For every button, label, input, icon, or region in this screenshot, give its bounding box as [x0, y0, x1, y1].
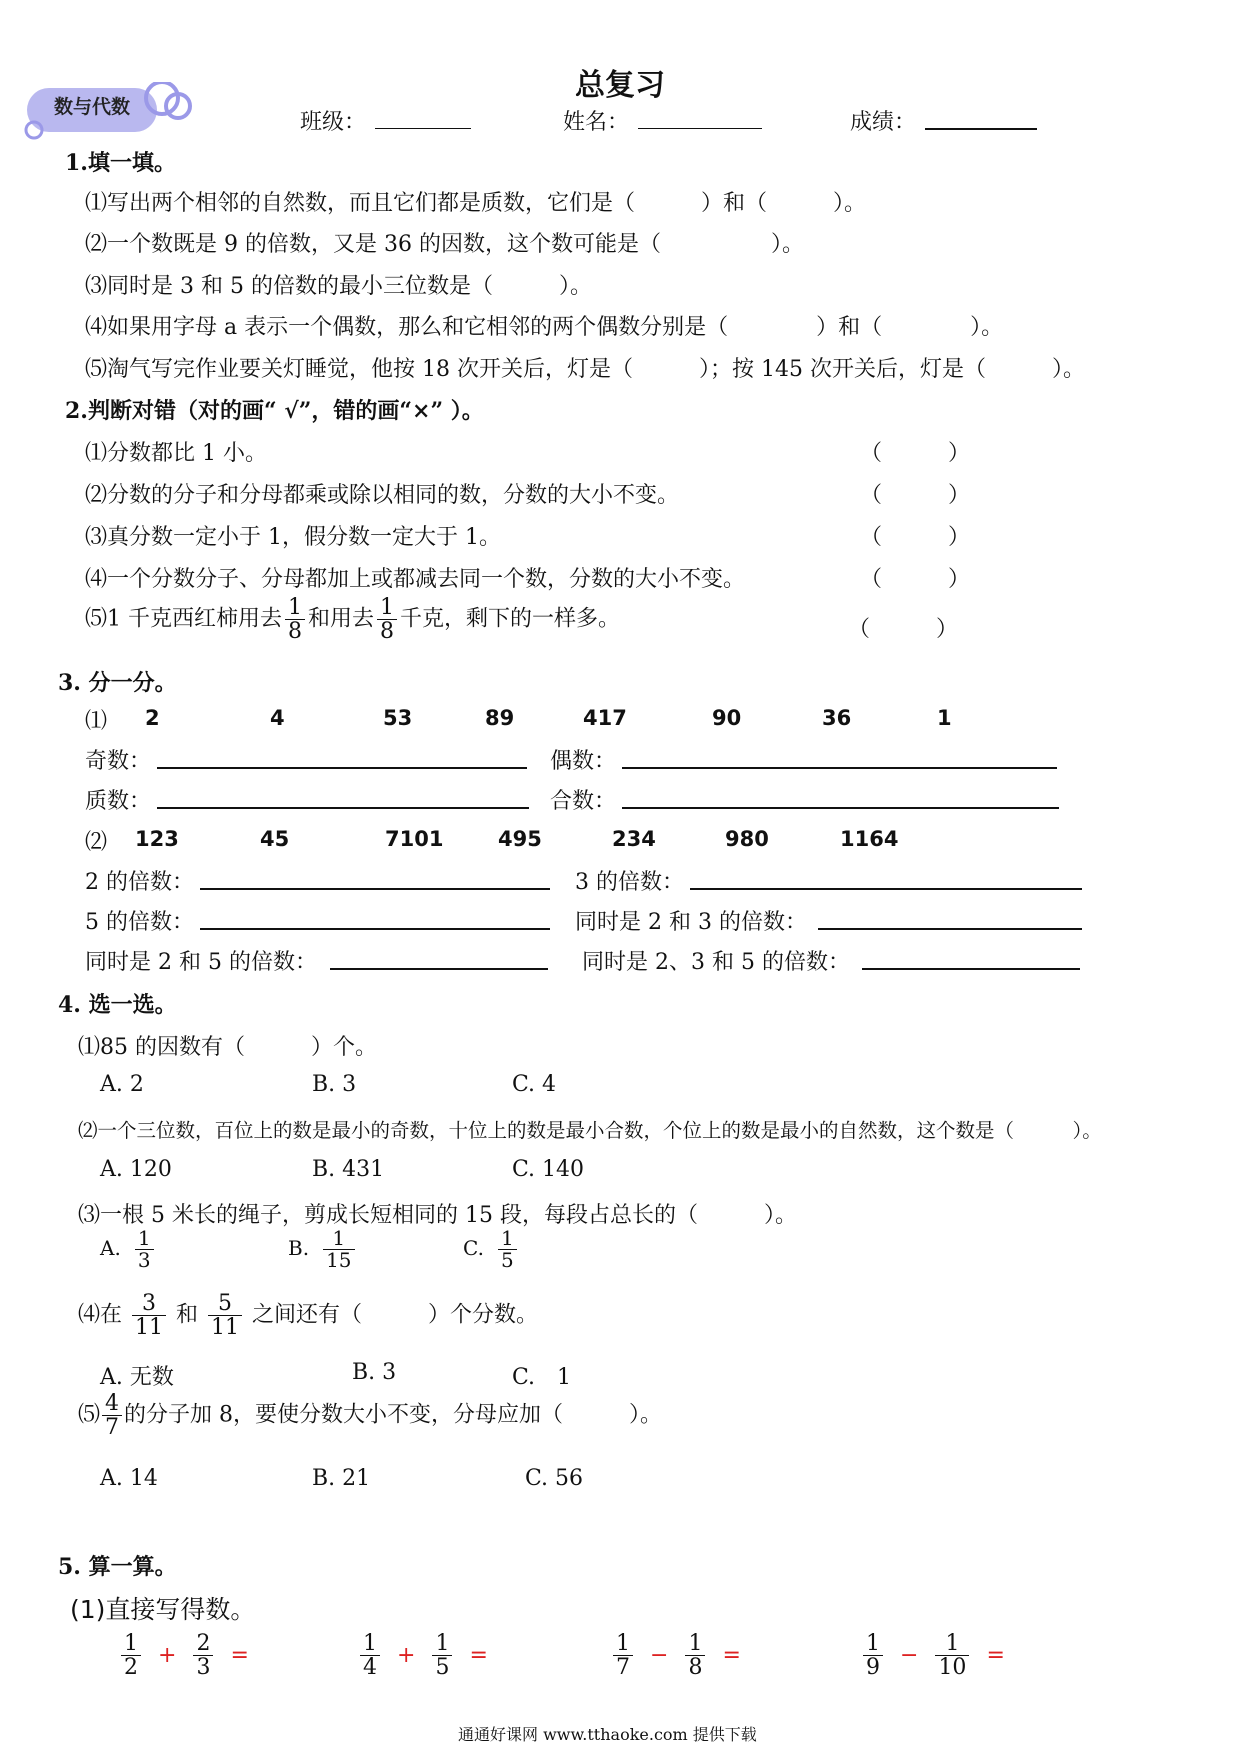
fraction: $\frac{3}{11}$	[132, 1292, 166, 1339]
score-label: 成绩：	[850, 110, 917, 135]
calc-expression	[357, 1632, 502, 1679]
s1-question-4: ⑷如果用字母 a 表示一个偶数，那么和它相邻的两个偶数分别是（ ）和（ ）。	[85, 315, 1004, 340]
number-item: 1164	[840, 827, 899, 851]
s2-answer-5[interactable]: （ ）	[848, 617, 959, 642]
s2-answer-1[interactable]: （ ）	[860, 441, 971, 466]
even-answer-line[interactable]	[622, 767, 1057, 769]
section-5-heading: 5. 算一算。	[58, 1554, 177, 1580]
number-item: 980	[725, 827, 769, 851]
mult-3-answer-line[interactable]	[690, 888, 1082, 890]
s2-question-2: ⑵分数的分子和分母都乘或除以相同的数，分数的大小不变。	[85, 483, 680, 508]
mult-3-label: 3 的倍数：	[575, 870, 684, 895]
s4-question-3: ⑶一根 5 米长的绳子，剪成长短相同的 15 段，每段占总长的（ ）。	[78, 1203, 797, 1228]
fraction: $\frac{1}{4}$	[360, 1632, 380, 1679]
s2-question-3: ⑶真分数一定小于 1，假分数一定大于 1。	[85, 525, 501, 550]
fraction: $\frac{1}{5}$	[432, 1632, 452, 1679]
number-item: 2	[145, 706, 160, 730]
mult-2-label: 2 的倍数：	[85, 870, 194, 895]
badge-label: 数与代数	[54, 96, 131, 118]
s2-question-1: ⑴分数都比 1 小。	[85, 441, 267, 466]
operator: −	[650, 1642, 669, 1668]
s4-q2-option-a[interactable]: A. 120	[100, 1157, 172, 1182]
number-item: 89	[485, 706, 515, 730]
number-item: 417	[583, 706, 627, 730]
composite-label: 合数：	[550, 789, 617, 814]
calc-expression	[610, 1632, 755, 1679]
s3-part-1-label: ⑴	[85, 709, 108, 734]
fraction: $\frac{1}{10}$	[935, 1632, 969, 1679]
fraction: $\frac{1}{15}$	[323, 1228, 354, 1271]
fraction: $\frac{1}{9}$	[863, 1632, 883, 1679]
s2-question-5	[85, 596, 620, 643]
mult-5-label: 5 的倍数：	[85, 910, 194, 935]
section-2-heading: 2.判断对错（对的画“ √”，错的画“×” ）。	[65, 398, 484, 424]
s2-q5-text-a: ⑸1 千克西红柿用去	[85, 606, 282, 632]
equals-sign: =	[986, 1642, 1005, 1668]
mult-5-answer-line[interactable]	[200, 928, 550, 930]
name-label: 姓名：	[563, 110, 630, 135]
fraction: $\frac{5}{11}$	[208, 1292, 242, 1339]
fraction: $\frac{1}{8}$	[685, 1632, 705, 1679]
number-item: 7101	[385, 827, 444, 851]
s4-q3-option-c[interactable]: C. $\frac{1}{5}$	[463, 1228, 520, 1271]
equals-sign: =	[722, 1642, 741, 1668]
section-3-heading: 3. 分一分。	[58, 670, 177, 696]
s2-question-4: ⑷一个分数分子、分母都加上或都减去同一个数，分数的大小不变。	[85, 567, 746, 592]
s4-question-1: ⑴85 的因数有（ ）个。	[78, 1035, 377, 1060]
number-item: 123	[135, 827, 179, 851]
mult-2-3-5-label: 同时是 2、3 和 5 的倍数：	[582, 950, 850, 975]
mult-2-3-label: 同时是 2 和 3 的倍数：	[575, 910, 807, 935]
s1-question-2: ⑵一个数既是 9 的倍数，又是 36 的因数，这个数可能是（ ）。	[85, 232, 804, 257]
s4-question-2: ⑵一个三位数，百位上的数是最小的奇数，十位上的数是最小合数，个位上的数是最小的自然数，这个数是（ ）。	[78, 1119, 1102, 1142]
s2-q5-text-b: 和用去	[308, 606, 375, 632]
fraction: $\frac{1}{8}$	[285, 596, 305, 643]
s4-q2-option-c[interactable]: C. 140	[512, 1157, 585, 1182]
odd-answer-line[interactable]	[157, 767, 527, 769]
s4-q1-option-b[interactable]: B. 3	[312, 1072, 357, 1097]
section-badge	[22, 82, 182, 142]
number-item: 4	[270, 706, 285, 730]
fraction: $\frac{2}{3}$	[193, 1632, 213, 1679]
even-label: 偶数：	[550, 749, 617, 774]
s4-q4-option-a[interactable]: A. 无数	[100, 1365, 174, 1390]
composite-answer-line[interactable]	[622, 807, 1059, 809]
s5-subheading: (1)直接写得数。	[70, 1595, 256, 1624]
s4-q4-option-c[interactable]: C. 1	[512, 1365, 572, 1390]
calc-expression	[118, 1632, 263, 1679]
score-field[interactable]	[925, 128, 1037, 130]
s2-answer-4[interactable]: （ ）	[860, 567, 971, 592]
s4-q4-option-b[interactable]: B. 3	[352, 1360, 397, 1385]
mult-2-5-answer-line[interactable]	[330, 968, 548, 970]
s2-q5-text-c: 千克，剩下的一样多。	[400, 606, 621, 632]
class-label: 班级：	[300, 110, 367, 135]
fraction: $\frac{1}{8}$	[377, 596, 397, 643]
fraction: $\frac{1}{3}$	[135, 1228, 154, 1271]
number-item: 495	[498, 827, 542, 851]
s4-q5-option-a[interactable]: A. 14	[100, 1466, 158, 1491]
calc-expression	[860, 1632, 1019, 1679]
number-item: 53	[383, 706, 413, 730]
page-title: 总复习	[575, 68, 665, 103]
s3-part-2-label: ⑵	[85, 830, 108, 855]
equals-sign: =	[230, 1642, 249, 1668]
s4-q5-option-c[interactable]: C. 56	[525, 1466, 584, 1491]
s4-q3-option-b[interactable]: B. $\frac{1}{15}$	[288, 1228, 358, 1271]
number-item: 90	[712, 706, 742, 730]
fraction: $\frac{4}{7}$	[102, 1392, 122, 1439]
s1-question-5: ⑸淘气写完作业要关灯睡觉，他按 18 次开关后，灯是（ ）；按 145 次开关后，灯是（ ）。	[85, 357, 1085, 382]
fraction: $\frac{1}{7}$	[613, 1632, 633, 1679]
fraction: $\frac{1}{2}$	[121, 1632, 141, 1679]
operator: +	[397, 1642, 416, 1668]
fraction: $\frac{1}{5}$	[498, 1228, 517, 1271]
equals-sign: =	[469, 1642, 488, 1668]
s4-question-4: ⑷在 $\frac{3}{11}$ 和 $\frac{5}{11}$ 之间还有（ ）个分数。	[78, 1291, 539, 1341]
mult-2-3-5-answer-line[interactable]	[862, 968, 1080, 970]
number-item: 234	[612, 827, 656, 851]
footer-text: 通通好课网 www.tthaoke.com 提供下载	[458, 1725, 757, 1744]
s2-answer-3[interactable]: （ ）	[860, 525, 971, 550]
number-item: 1	[937, 706, 952, 730]
s4-q2-option-b[interactable]: B. 431	[312, 1157, 385, 1182]
s4-q3-option-a[interactable]: A. $\frac{1}{3}$	[100, 1228, 157, 1271]
operator: +	[158, 1642, 177, 1668]
s4-q1-option-a[interactable]: A. 2	[100, 1072, 144, 1097]
s1-question-1: ⑴写出两个相邻的自然数，而且它们都是质数，它们是（ ）和（ ）。	[85, 191, 867, 216]
section-1-heading: 1.填一填。	[65, 150, 176, 176]
prime-answer-line[interactable]	[157, 807, 529, 809]
s4-question-5: ⑸ $\frac{4}{7}$ 的分子加 8，要使分数大小不变，分母应加（ ）。	[78, 1391, 663, 1441]
number-item: 45	[260, 827, 290, 851]
prime-label: 质数：	[85, 789, 152, 814]
name-field[interactable]	[638, 128, 762, 129]
odd-label: 奇数：	[85, 749, 152, 774]
s4-q1-option-c[interactable]: C. 4	[512, 1072, 557, 1097]
s4-q5-option-b[interactable]: B. 21	[312, 1466, 371, 1491]
class-field[interactable]	[375, 128, 471, 129]
operator: −	[900, 1642, 919, 1668]
s2-answer-2[interactable]: （ ）	[860, 483, 971, 508]
mult-2-5-label: 同时是 2 和 5 的倍数：	[85, 950, 317, 975]
s1-question-3: ⑶同时是 3 和 5 的倍数的最小三位数是（ ）。	[85, 274, 592, 299]
section-4-heading: 4. 选一选。	[58, 992, 177, 1018]
mult-2-answer-line[interactable]	[200, 888, 550, 890]
mult-2-3-answer-line[interactable]	[818, 928, 1082, 930]
number-item: 36	[822, 706, 852, 730]
